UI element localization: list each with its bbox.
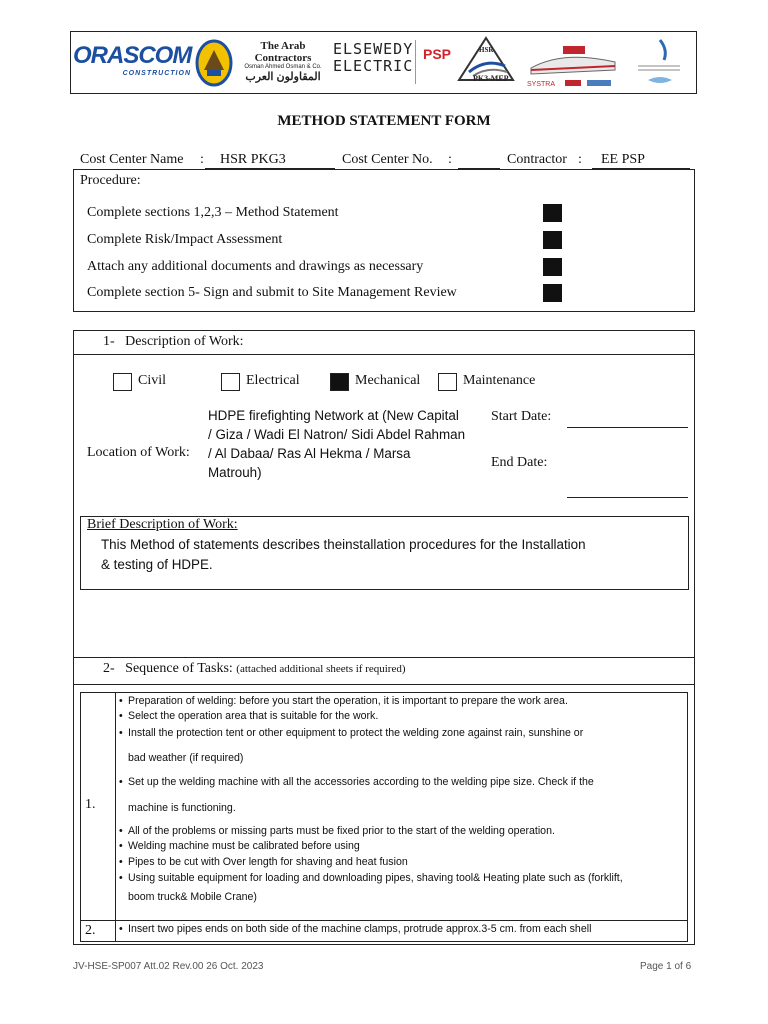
elsewedy-logo <box>333 40 414 81</box>
cost-center-no-colon: : <box>448 152 452 167</box>
bullet: • <box>119 727 123 739</box>
civil-label: Civil <box>138 373 167 388</box>
task-item-continued: machine is functioning. <box>128 802 236 814</box>
bullet: • <box>119 856 123 868</box>
task-item: • Pipes to be cut with Over length for shaving and heat fusion <box>119 856 408 868</box>
section2-note: (attached additional sheets if required) <box>236 663 406 675</box>
bullet: • <box>119 695 123 707</box>
procedure-checkbox[interactable] <box>543 204 562 222</box>
hsr-label: PK3-MEP <box>473 74 509 83</box>
task-item: • Insert two pipes ends on both side of the machine clamps, protrude approx.3-5 cm. from each shell <box>119 923 592 935</box>
procedure-checkbox[interactable] <box>543 231 562 249</box>
arab-contractors-sub: Osman Ahmed Osman & Co. <box>244 64 322 70</box>
location-line: / Al Dabaa/ Ras Al Hekma / Marsa <box>208 446 411 461</box>
task-item: • Select the operation area that is suitable for the work. <box>119 710 379 722</box>
task-row-number: 1. <box>85 797 96 812</box>
high-speed-train-logo <box>523 36 621 92</box>
elsewedy-line2: ELECTRIC <box>333 57 414 75</box>
brief-description-text[interactable] <box>101 535 661 574</box>
arab-contractors-logo <box>237 40 329 86</box>
orascom-sub: CONSTRUCTION <box>122 70 191 77</box>
bullet: • <box>119 872 123 884</box>
task-item-continued: boom truck& Mobile Crane) <box>128 891 257 903</box>
location-line: HDPE firefighting Network at (New Capital <box>208 408 459 423</box>
end-date-label: End Date: <box>491 455 548 470</box>
procedure-item: Complete section 5- Sign and submit to Site Management Review <box>87 285 457 300</box>
cost-center-name-value[interactable]: HSR PKG3 <box>220 152 286 167</box>
bullet: • <box>119 825 123 837</box>
task-item: • Set up the welding machine with all the accessories according to the welding pipe size. Check if the <box>119 776 594 788</box>
bullet: • <box>119 776 123 788</box>
task-item: • All of the problems or missing parts must be fixed prior to the start of the welding operation. <box>119 825 555 837</box>
task-item-continued: bad weather (if required) <box>128 752 244 764</box>
cost-center-no-label: Cost Center No. <box>342 152 433 167</box>
page-title: METHOD STATEMENT FORM <box>277 113 491 129</box>
section1-heading-divider <box>73 354 695 355</box>
orascom-name: ORASCOM <box>73 42 192 69</box>
location-label: Location of Work: <box>87 445 190 460</box>
task-row-number: 2. <box>85 923 96 938</box>
bullet: • <box>119 710 123 722</box>
electrical-label: Electrical <box>246 373 300 388</box>
arab-contractors-arabic: المقاولون العرب <box>245 71 321 83</box>
contractor-label: Contractor <box>507 152 567 167</box>
logo-banner <box>70 31 697 94</box>
procedure-item: Complete sections 1,2,3 – Method Statement <box>87 205 339 220</box>
contractor-value[interactable]: EE PSP <box>601 152 645 167</box>
task-item: • Preparation of welding: before you start the operation, it is important to prepare the work area. <box>119 695 568 707</box>
contractor-colon: : <box>578 152 582 167</box>
maintenance-checkbox[interactable] <box>438 373 457 391</box>
task-item: • Welding machine must be calibrated before using <box>119 840 360 852</box>
section1-heading <box>103 334 244 350</box>
psp-logo: PSP <box>423 46 452 62</box>
section1-title: Description of Work: <box>125 334 244 349</box>
start-date-underline <box>567 427 688 428</box>
hsr-pk3-mep-logo <box>455 36 517 92</box>
procedure-item: Attach any additional documents and drawings as necessary <box>87 259 424 274</box>
electrical-checkbox[interactable] <box>221 373 240 391</box>
maintenance-label: Maintenance <box>463 373 536 388</box>
mechanical-label: Mechanical <box>355 373 421 388</box>
arab-contractors-name: The Arab Contractors <box>254 40 312 64</box>
footer-page-number: Page 1 of 6 <box>640 961 692 972</box>
logo-divider <box>415 40 416 84</box>
brief-line: This Method of statements describes theinstallation procedures for the Installation <box>101 537 586 552</box>
bullet: • <box>119 923 123 935</box>
procedure-label: Procedure: <box>80 173 141 188</box>
section1-number: 1- <box>103 334 115 349</box>
section2-heading <box>103 661 406 677</box>
task-table-row-divider <box>80 920 688 921</box>
procedure-checkbox[interactable] <box>543 258 562 276</box>
location-value[interactable] <box>208 406 486 482</box>
section2-top-divider <box>73 657 695 658</box>
section2-heading-divider <box>73 684 695 685</box>
civil-checkbox[interactable] <box>113 373 132 391</box>
location-line: / Giza / Wadi El Natron/ Sidi Abdel Rahman <box>208 427 466 442</box>
procedure-item: Complete Risk/Impact Assessment <box>87 232 283 247</box>
cost-center-colon: : <box>200 152 204 167</box>
elsewedy-line1: ELSEWEDY <box>333 40 414 58</box>
systra-text: SYSTRA <box>527 81 556 88</box>
task-item: • Using suitable equipment for loading and downloading pipes, shaving tool& Heating plate such as (forklift, <box>119 872 623 884</box>
location-line: Matrouh) <box>208 465 262 480</box>
brief-description-heading: Brief Description of Work: <box>87 517 238 532</box>
cost-center-name-label: Cost Center Name <box>80 152 184 167</box>
footer-document-code: JV-HSE-SP007 Att.02 Rev.00 26 Oct. 2023 <box>73 961 264 972</box>
end-date-underline <box>567 497 688 498</box>
bullet: • <box>119 840 123 852</box>
section2-number: 2- <box>103 661 115 676</box>
waves-logo-icon <box>624 36 694 92</box>
brief-line: & testing of HDPE. <box>101 556 213 572</box>
procedure-checkbox[interactable] <box>543 284 562 302</box>
task-item: • Install the protection tent or other equipment to protect the welding zone against rain, sunshine or <box>119 727 584 739</box>
section2-title: Sequence of Tasks: <box>125 661 233 676</box>
start-date-label: Start Date: <box>491 409 552 424</box>
task-table-column-divider <box>115 692 116 942</box>
mechanical-checkbox[interactable] <box>330 373 349 391</box>
arab-contractors-emblem-icon <box>195 38 233 88</box>
hsr-badge-text: HSR <box>479 46 494 54</box>
orascom-logo <box>73 42 191 86</box>
